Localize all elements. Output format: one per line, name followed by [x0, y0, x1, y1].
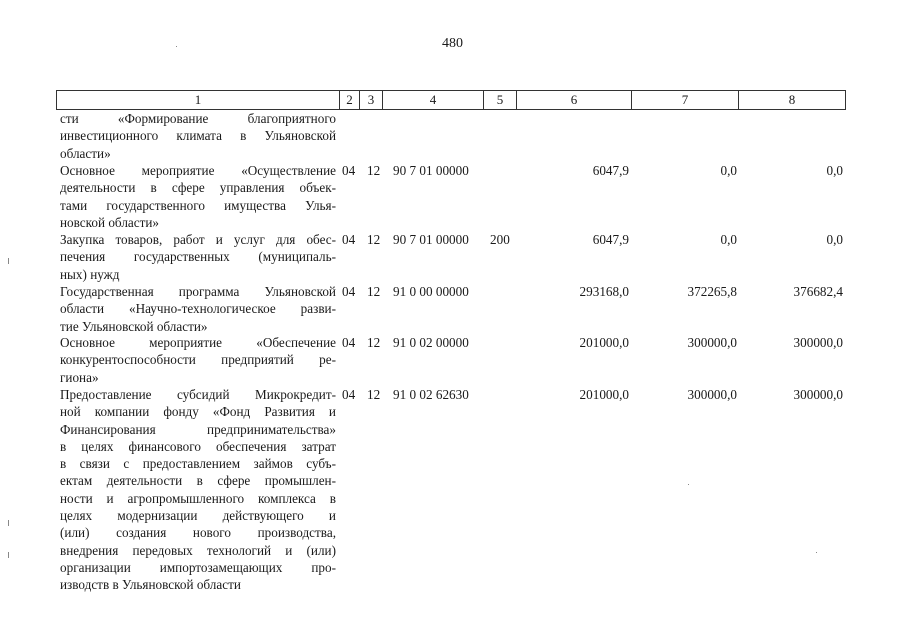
- cell-subsection: 12: [367, 232, 381, 247]
- description-line: тами государственного имущества Улья-: [60, 197, 336, 213]
- cell-section: 04: [342, 232, 356, 247]
- cell-amount-8: 0,0: [826, 163, 843, 178]
- cell-section: 04: [342, 387, 356, 402]
- description-line: инвестиционного климата в Ульяновской: [60, 128, 336, 144]
- scan-speck: [176, 46, 177, 47]
- cell-subsection: 12: [367, 163, 381, 178]
- description-line: в целях финансового обеспечения затрат: [60, 438, 336, 454]
- cell-amount-6: 6047,9: [592, 163, 629, 178]
- description-line: области «Научно-технологическое разви-: [60, 301, 336, 317]
- cell-target-article: 90 7 01 00000: [393, 232, 469, 247]
- cell-subsection: 12: [367, 284, 381, 299]
- description-line: целях модернизации действующего и: [60, 508, 336, 524]
- description-line: Предоставление субсидий Микрокредит-: [60, 387, 336, 402]
- page-number: 480: [442, 36, 463, 51]
- cell-amount-6: 201000,0: [579, 387, 629, 402]
- description-line: Финансирования предпринимательства»: [60, 421, 336, 437]
- description-line: ектам деятельности в сфере промышлен-: [60, 473, 336, 489]
- cell-amount-7: 0,0: [720, 163, 737, 178]
- cell-amount-8: 300000,0: [793, 335, 843, 350]
- description-line: ной компании фонду «Фонд Развития и: [60, 404, 336, 420]
- description-line: сти «Формирование благоприятного: [60, 111, 336, 126]
- cell-amount-8: 300000,0: [793, 387, 843, 402]
- scan-speck: [8, 258, 9, 264]
- description-line: Основное мероприятие «Осуществление: [60, 163, 336, 178]
- description-line: тие Ульяновской области»: [60, 318, 208, 334]
- cell-amount-7: 0,0: [720, 232, 737, 247]
- description-line: области»: [60, 145, 111, 161]
- description-line: в связи с предоставлением займов субъ-: [60, 456, 336, 472]
- scan-speck: [8, 520, 9, 526]
- header-col-7: 7: [632, 91, 739, 109]
- description-line: Государственная программа Ульяновской: [60, 284, 336, 299]
- cell-target-article: 91 0 00 00000: [393, 284, 469, 299]
- cell-amount-7: 300000,0: [687, 387, 737, 402]
- header-col-6: 6: [517, 91, 632, 109]
- cell-target-article: 91 0 02 00000: [393, 335, 469, 350]
- cell-section: 04: [342, 335, 356, 350]
- description-line: новской области»: [60, 214, 160, 230]
- header-col-5: 5: [484, 91, 517, 109]
- table-row-description: [60, 231, 336, 283]
- cell-amount-6: 6047,9: [592, 232, 629, 247]
- table-header: [56, 90, 846, 110]
- table-row-description: [60, 110, 336, 162]
- description-line: конкурентоспособности предприятий ре-: [60, 352, 336, 368]
- table-row-description: [60, 334, 336, 386]
- cell-amount-6: 201000,0: [579, 335, 629, 350]
- description-line: деятельности в сфере управления объек-: [60, 180, 336, 196]
- cell-amount-8: 376682,4: [793, 284, 843, 299]
- cell-subsection: 12: [367, 387, 381, 402]
- header-col-2: 2: [340, 91, 360, 109]
- table-row-description: [60, 162, 336, 231]
- table-row-description: [60, 283, 336, 335]
- header-col-8: 8: [739, 91, 846, 109]
- description-line: внедрения передовых технологий и (или): [60, 542, 336, 558]
- cell-target-article: 91 0 02 62630: [393, 387, 469, 402]
- description-line: печения государственных (муниципаль-: [60, 249, 336, 265]
- description-line: ных) нужд: [60, 266, 120, 282]
- header-col-3: 3: [360, 91, 383, 109]
- scan-speck: [816, 552, 817, 553]
- description-line: (или) создания нового производства,: [60, 525, 336, 541]
- cell-amount-6: 293168,0: [579, 284, 629, 299]
- table-row-description: [60, 386, 336, 594]
- cell-amount-7: 300000,0: [687, 335, 737, 350]
- description-line: Основное мероприятие «Обеспечение: [60, 335, 336, 350]
- cell-amount-8: 0,0: [826, 232, 843, 247]
- description-line: изводств в Ульяновской области: [60, 577, 241, 593]
- cell-expense-type: 200: [490, 232, 510, 247]
- cell-section: 04: [342, 163, 356, 178]
- cell-target-article: 90 7 01 00000: [393, 163, 469, 178]
- description-line: организации импортозамещающих про-: [60, 559, 336, 575]
- scan-speck: [8, 552, 9, 558]
- description-line: гиона»: [60, 369, 99, 385]
- cell-amount-7: 372265,8: [687, 284, 737, 299]
- description-line: Закупка товаров, работ и услуг для обес-: [60, 232, 336, 247]
- cell-section: 04: [342, 284, 356, 299]
- header-col-4: 4: [383, 91, 484, 109]
- cell-subsection: 12: [367, 335, 381, 350]
- header-col-1: 1: [57, 91, 340, 109]
- scan-speck: [688, 484, 689, 485]
- description-line: ности и агропромышленного комплекса в: [60, 490, 336, 506]
